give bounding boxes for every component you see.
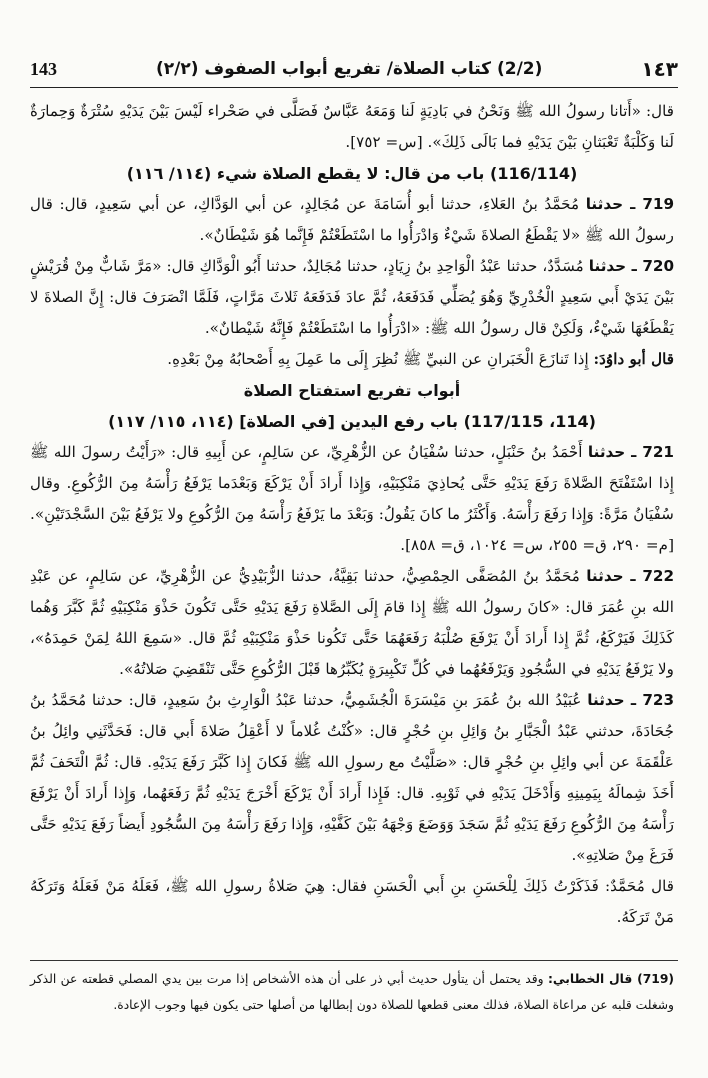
hadith-number: 723 ـ حدثنا <box>587 691 675 709</box>
hadith-text: مُسَدَّدٌ، حدثنا عَبْدُ الْوَاحِدِ بنُ زِيَادٍ، حدثنا مُجَالِدٌ، حدثنا أَبُو الْوَدَّاكِ قال: «مَرَّ شَابٌّ مِنْ قُرَيْشٍ بَيْنَ يَدَيْ أَبي سَعِيدٍ الْخُدْرِيِّ وَهُوَ يُصَلِّي فَدَفَعَهُ، ثُمَّ عادَ فَدَفَعَهُ ثَلاثَ مَرَّاتٍ، فَلَمَّا انْصَرَفَ قال: إِنَّ الصلاةَ لا يَقْطَعُهَا شَيْءٌ، وَلَكِنْ قال رسولُ الله ﷺ: «ادْرَأُوا ما اسْتَطَعْتُمْ فَإِنَّهُ شَيْطانٌ». <box>30 257 674 337</box>
hadith-720 <box>30 251 674 344</box>
hadith-continuation: قال: «أَتانا رسولُ الله ﷺ وَنَحْنُ في بَادِيَةٍ لَنا وَمَعَهُ عَبَّاسٌ فَصَلَّى في صَحْراء لَيْسَ بَيْنَ يَدَيْهِ سُتْرَةٌ وَحِمارَةٌ لَنا وَكَلْبَةٌ تَعْبَثانِ بَيْنَ يَدَيْهِ فما بَالَى ذَلِكَ». [س= ٧٥٢]. <box>30 102 674 151</box>
footnote-rule <box>30 960 678 961</box>
hadith-723 <box>30 685 674 871</box>
header-rule <box>30 87 678 88</box>
hadith-number: 719 ـ حدثنا <box>585 195 675 213</box>
hadith-719 <box>30 189 674 251</box>
main-text <box>30 96 674 933</box>
running-title: (2/2) كتاب الصلاة/ تفريع أبواب الصفوف (٢/٢) <box>155 59 543 79</box>
hadith-number: 721 ـ حدثنا <box>587 443 674 461</box>
page-header <box>30 54 678 84</box>
footnote <box>30 966 674 1018</box>
footnote-label: (719) قال الخطابي: <box>547 972 674 986</box>
footnote-text: وقد يحتمل أن يتأول حديث أبي ذر على أن هذه الأشخاص إذا مرت بين يدي المصلي قطعته عن الذكر وشغلت قلبه عن مراعاة الصلاة، فذلك معنى قطعها للصلاة دون إبطالها من أصلها حتى يكون فيها وجوب الإعادة. <box>30 972 674 1012</box>
hadith-text: مُحَمَّدُ بنُ العَلاءِ، حدثنا أبو أُسَامَةَ عن مُجَالِدٍ، عن أبي الوَدَّاكِ، عن أبي سَعِيدٍ، قال: قال رسولُ الله ﷺ «لا يَقْطَعُ الصلاةَ شَيْءٌ وَادْرَأُوا ما اسْتَطَعْتُمْ فَإِنَّما هُوَ شَيْطَانٌ». <box>30 195 674 244</box>
muhammad-note: قال مُحَمَّدٌ: فَذَكَرْتُ ذَلِكَ لِلْحَسَنِ بنِ أَبي الْحَسَنِ فقال: هِيَ صَلاةُ رسولِ الله ﷺ، فَعَلَهُ مَنْ فَعَلَهُ وَتَرَكَهُ مَنْ تَرَكَهُ. <box>30 877 674 926</box>
chapter-heading-117: (114، 117/115) باب رفع اليدين [في الصلاة] (١١٤، ١١٥/ ١١٧) <box>108 412 596 431</box>
abu-dawud-note <box>30 344 674 375</box>
hadith-text: أَحْمَدُ بنُ حَنْبَلٍ، حدثنا سُفْيَانُ عن الزُّهْرِيِّ، عن سَالِمٍ، عن أَبِيهِ قال: «رَأَيْتُ رسولَ الله ﷺ إِذا اسْتَفْتَحَ الصَّلاةَ رَفَعَ يَدَيْهِ حَتَّى يُحاذِيَ مَنْكِبَيْهِ، وَإِذا أَرادَ أَنْ يَرْكَعَ وَبَعْدَما يَرْفَعُ رَأْسَهُ مِنَ الرُّكُوعِ. وقال سُفْيَانُ مَرَّةً: وَإِذا رَفَعَ رَأْسَهُ. وَأَكْثَرُ ما كانَ يَقُولُ: وَبَعْدَ ما يَرْفَعُ رَأْسَهُ مِنَ الرُّكُوعِ ولا يَرْفَعُ بَيْنَ السَّجْدَتَيْنِ». [م= ٢٩٠، ق= ٢٥٥، س= ١٠٢٤، ق= ٨٥٨]. <box>30 443 674 554</box>
page-number-latin: 143 <box>30 58 57 79</box>
hadith-number: 720 ـ حدثنا <box>588 257 675 275</box>
hadith-722 <box>30 561 674 685</box>
note-text: إِذا تَنازَعَ الْخَبَرانِ عن النبيِّ ﷺ نُظِرَ إِلَى ما عَمِلَ بِهِ أَصْحابُهُ مِنْ بَعْدِهِ. <box>167 350 589 368</box>
hadith-text: مُحَمَّدُ بنُ المُصَفَّى الحِمْصِيُّ، حدثنا بَقِيَّةُ، حدثنا الزُّبَيْدِيُّ عن الزُّهْرِيِّ، عن سَالِمٍ، عن عَبْدِ الله بنِ عُمَرَ قال: «كانَ رسولُ الله ﷺ إِذا قامَ إِلَى الصَّلاةِ رَفَعَ يَدَيْهِ حَتَّى تَكُونَ حَذْوَ مَنْكِبَيْهِ ثُمَّ كَبَّرَ وَهُما كَذَلِكَ فَيَرْكَعُ، ثُمَّ إِذا أَرادَ أَنْ يَرْفَعَ صُلْبَهُ رَفَعَهُمَا حَتَّى تَكُونا حَذْوَ مَنْكِبَيْهِ ثُمَّ قال. «سَمِعَ اللهُ لِمَنْ حَمِدَهُ»، ولا يَرْفَعُ يَدَيْهِ في السُّجُودِ وَيَرْفَعُهُما في كُلِّ تَكْبِيرَةٍ يُكَبِّرُها قَبْلَ الرُّكُوعِ حَتَّى تَنْقَضِيَ صَلاتُهُ». <box>30 567 674 678</box>
note-label: قال أبو داوُدَ: <box>593 350 674 368</box>
section-heading: أبواب تفريع استفتاح الصلاة <box>243 381 461 400</box>
hadith-721 <box>30 437 674 561</box>
hadith-number: 722 ـ حدثنا <box>586 567 675 585</box>
hadith-text: عُبَيْدُ الله بنُ عُمَرَ بنِ مَيْسَرَةَ الْجُشَمِيُّ، حدثنا عَبْدُ الْوَارِثِ بنُ سَعِيدٍ، قال: حدثنا مُحَمَّدُ بنُ جُحَادَةَ، حدثني عَبْدُ الْجَبَّارِ بنُ وَائِلِ بنِ حُجْرٍ قال: «كُنْتُ غُلاماً لا أَعْقِلُ صَلاةَ أَبي قال: فَحَدَّثَنِي وائِلُ بنُ عَلْقَمَةَ عن أبي وائِلِ بنِ حُجْرٍ قال: «صَلَّيْتُ مع رسولِ الله ﷺ فَكانَ إِذا كَبَّرَ رَفَعَ يَدَيْهِ. قال: ثُمَّ الْتَحَفَ ثُمَّ أَخَذَ شِمالَهُ بِيَمِينِهِ وَأَدْخَلَ يَدَيْهِ في ثَوْبِهِ. قال: فَإِذا أَرادَ أَنْ يَرْكَعَ أَخْرَجَ يَدَيْهِ ثُمَّ رَفَعَهُما، وَإِذا أَرادَ أَنْ يَرْفَعَ رَأْسَهُ مِنَ الرُّكُوعِ رَفَعَ يَدَيْهِ ثُمَّ سَجَدَ وَوَضَعَ وَجْهَهُ بَيْنَ كَفَّيْهِ، وَإِذا رَفَعَ رَأْسَهُ مِنَ السُّجُودِ أَيضاً رَفَعَ يَدَيْهِ حَتَّى فَرَغَ مِنْ صَلاتِهِ». <box>30 691 674 864</box>
page-number-arabic: ١٤٣ <box>641 57 678 81</box>
chapter-heading-116: (116/114) باب من قال: لا يقطع الصلاة شيء (١١٤/ ١١٦) <box>126 164 578 183</box>
